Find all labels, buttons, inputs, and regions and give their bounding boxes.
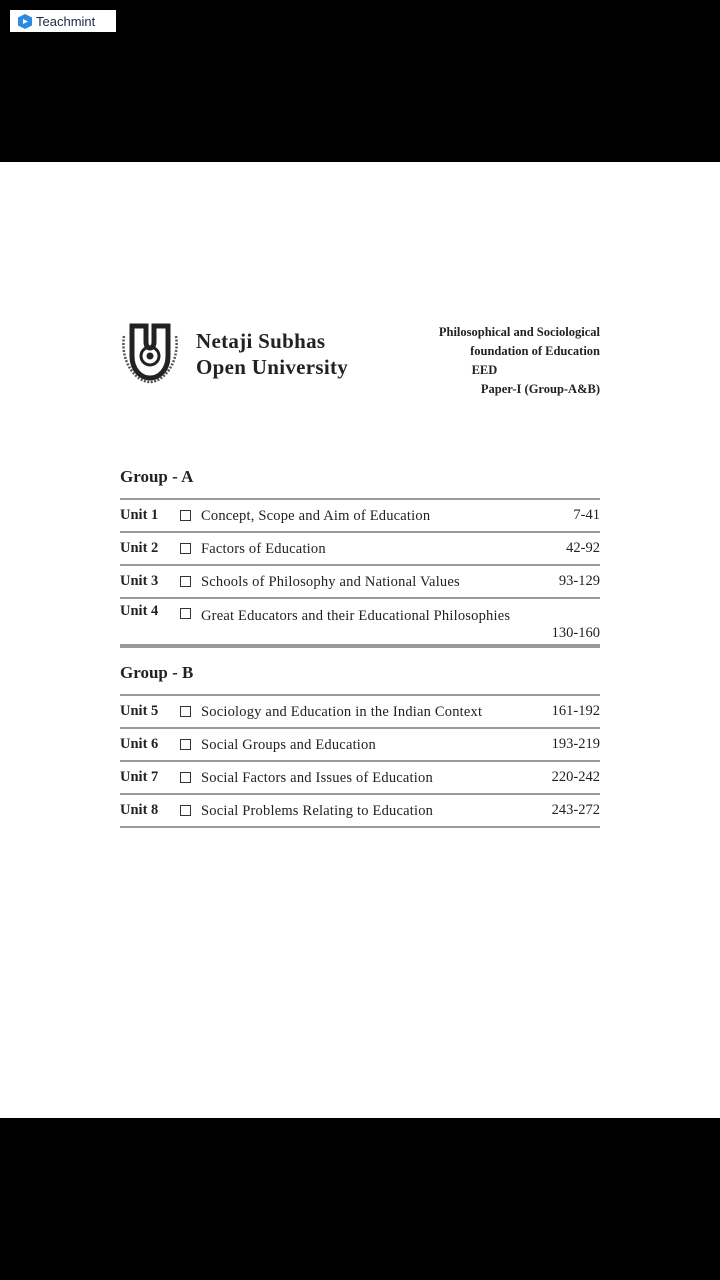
unit-title: Social Problems Relating to Education: [201, 802, 434, 819]
checkbox-bullet-icon: [180, 576, 191, 587]
group-heading: Group - B: [120, 663, 194, 682]
university-name: Netaji Subhas Open University: [196, 329, 349, 379]
course-title: Philosophical and Sociological foundation of Education EED Paper-I (Group-A&B): [439, 323, 600, 399]
checkbox-bullet-icon: [180, 608, 191, 619]
document-page: [0, 162, 720, 1118]
unit-number: Unit 5: [120, 703, 159, 719]
page-range: 161-192: [551, 703, 600, 719]
table-row: [120, 597, 600, 646]
page-range: 130-160: [551, 625, 600, 641]
university-logo-icon: [118, 322, 182, 386]
checkbox-bullet-icon: [180, 543, 191, 554]
page-range: 93-129: [558, 573, 600, 589]
checkbox-bullet-icon: [180, 772, 191, 783]
teachmint-badge[interactable]: [10, 10, 116, 32]
bottom-bar: [0, 1118, 720, 1280]
unit-title: Concept, Scope and Aim of Education: [201, 507, 431, 524]
unit-title: Schools of Philosophy and National Values: [201, 573, 460, 590]
unit-list: [120, 694, 600, 828]
table-row: [120, 564, 600, 597]
course-code: EED: [471, 363, 498, 377]
table-row: [120, 694, 600, 727]
unit-number: Unit 1: [120, 507, 159, 523]
table-row: [120, 760, 600, 793]
unit-title: Factors of Education: [201, 540, 326, 557]
unit-number: Unit 4: [120, 603, 159, 619]
unit-title: Great Educators and their Educational Philosophies: [201, 608, 511, 624]
unit-number: Unit 7: [120, 769, 159, 785]
unit-number: Unit 6: [120, 736, 159, 752]
page-range: 220-242: [551, 769, 600, 785]
checkbox-bullet-icon: [180, 805, 191, 816]
top-bar: [0, 0, 720, 162]
table-row: [120, 498, 600, 531]
table-row: [120, 727, 600, 760]
brand-name: Teachmint: [36, 13, 96, 29]
unit-title: Social Factors and Issues of Education: [201, 769, 433, 786]
table-row: [120, 793, 600, 828]
page-range: 42-92: [566, 540, 600, 556]
unit-title: Social Groups and Education: [201, 736, 376, 753]
unit-number: Unit 8: [120, 802, 159, 818]
checkbox-bullet-icon: [180, 739, 191, 750]
checkbox-bullet-icon: [180, 706, 191, 717]
teachmint-logo-icon: [18, 14, 32, 29]
unit-list: [120, 498, 600, 648]
table-of-contents: [120, 462, 600, 828]
page-range: 193-219: [551, 736, 600, 752]
paper-label: Paper-I (Group-A&B): [480, 382, 600, 396]
group-heading: Group - A: [120, 467, 194, 486]
unit-number: Unit 3: [120, 573, 159, 589]
table-row: [120, 531, 600, 564]
unit-title: Sociology and Education in the Indian Context: [201, 703, 483, 720]
unit-number: Unit 2: [120, 540, 159, 556]
page-range: 243-272: [551, 802, 600, 818]
checkbox-bullet-icon: [180, 510, 191, 521]
page-range: 7-41: [573, 507, 600, 523]
